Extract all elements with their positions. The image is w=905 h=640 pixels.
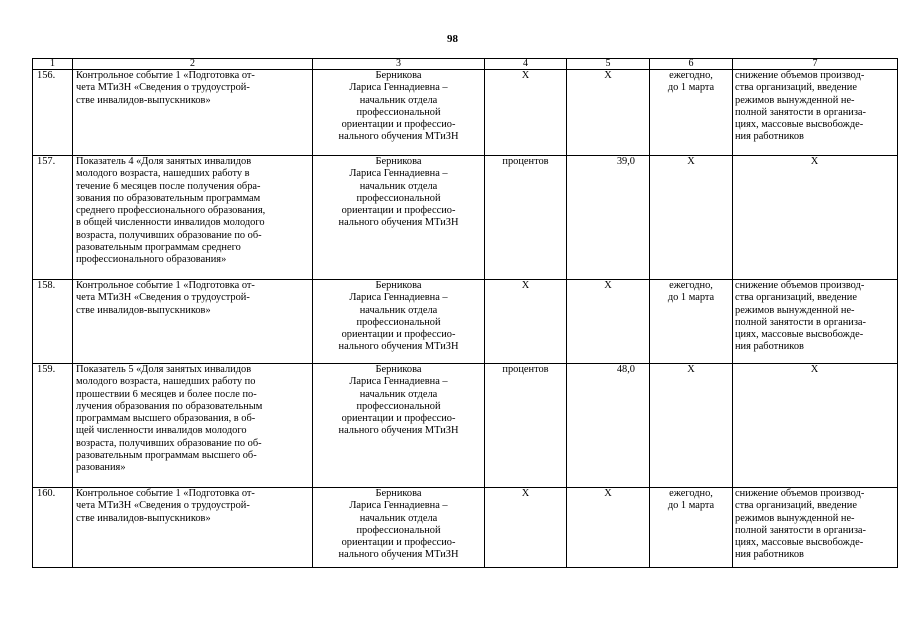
period-cell: ежегодно, до 1 марта — [650, 70, 733, 156]
document-table — [32, 58, 898, 568]
period-cell: Х — [650, 156, 733, 280]
unit-cell: Х — [485, 488, 567, 568]
header-cell: 3 — [313, 59, 485, 70]
header-row — [33, 59, 898, 70]
header-cell: 6 — [650, 59, 733, 70]
indicator-name: Показатель 4 «Доля занятых инвалидов молодого возраста, нашедших работу в течение 6 месяцев после получения обра- зования по образовательным программам среднего профессионального образования, в общей численности инвалидов молодого возраста, получивших образование по об- разовательным программам среднего профессионального образования» — [73, 156, 313, 280]
unit-cell: Х — [485, 70, 567, 156]
row-number: 158. — [33, 280, 73, 364]
period-cell: ежегодно, до 1 марта — [650, 280, 733, 364]
table-row — [33, 488, 898, 568]
table-row — [33, 364, 898, 488]
value-cell: Х — [567, 70, 650, 156]
table-row — [33, 156, 898, 280]
unit-cell: Х — [485, 280, 567, 364]
event-name: Контрольное событие 1 «Подготовка от- чета МТиЗН «Сведения о трудоустрой- стве инвалидов-выпускников» — [73, 488, 313, 568]
risks-cell: снижение объемов производ- ства организаций, введение режимов вынужденной не- полной занятости в организа- циях, массовые высвобожде- ния работников — [733, 280, 898, 364]
period-cell: Х — [650, 364, 733, 488]
row-number: 157. — [33, 156, 73, 280]
responsible-person: Берникова Лариса Геннадиевна – начальник отдела профессиональной ориентации и профессио- нального обучения МТиЗН — [313, 488, 485, 568]
event-name: Контрольное событие 1 «Подготовка от- чета МТиЗН «Сведения о трудоустрой- стве инвалидов-выпускников» — [73, 70, 313, 156]
responsible-person: Берникова Лариса Геннадиевна – начальник отдела профессиональной ориентации и профессио- нального обучения МТиЗН — [313, 156, 485, 280]
risks-cell: снижение объемов производ- ства организаций, введение режимов вынужденной не- полной занятости в организа- циях, массовые высвобожде- ния работников — [733, 488, 898, 568]
responsible-person: Берникова Лариса Геннадиевна – начальник отдела профессиональной ориентации и профессио- нального обучения МТиЗН — [313, 364, 485, 488]
table-row — [33, 280, 898, 364]
row-number: 159. — [33, 364, 73, 488]
risks-cell: снижение объемов производ- ства организаций, введение режимов вынужденной не- полной занятости в организа- циях, массовые высвобожде- ния работников — [733, 70, 898, 156]
event-name: Контрольное событие 1 «Подготовка от- чета МТиЗН «Сведения о трудоустрой- стве инвалидов-выпускников» — [73, 280, 313, 364]
value-cell: Х — [567, 488, 650, 568]
unit-cell: процентов — [485, 156, 567, 280]
header-cell: 7 — [733, 59, 898, 70]
page-number: 98 — [447, 33, 458, 45]
value-cell: 39,0 — [567, 156, 650, 280]
value-cell: 48,0 — [567, 364, 650, 488]
risks-cell: Х — [733, 156, 898, 280]
header-cell: 5 — [567, 59, 650, 70]
unit-cell: процентов — [485, 364, 567, 488]
responsible-person: Берникова Лариса Геннадиевна – начальник отдела профессиональной ориентации и профессио- нального обучения МТиЗН — [313, 280, 485, 364]
header-cell: 4 — [485, 59, 567, 70]
table-row — [33, 70, 898, 156]
period-cell: ежегодно, до 1 марта — [650, 488, 733, 568]
header-cell: 1 — [33, 59, 73, 70]
risks-cell: Х — [733, 364, 898, 488]
indicator-name: Показатель 5 «Доля занятых инвалидов молодого возраста, нашедших работу по прошествии 6 месяцев и более после по- лучения образования по образовательным программам высшего образования, в об- щей численности инвалидов молодого возраста, получивших образование по об- разовательным программам высшего об- разования» — [73, 364, 313, 488]
header-cell: 2 — [73, 59, 313, 70]
value-cell: Х — [567, 280, 650, 364]
row-number: 160. — [33, 488, 73, 568]
row-number: 156. — [33, 70, 73, 156]
responsible-person: Берникова Лариса Геннадиевна – начальник отдела профессиональной ориентации и профессио- нального обучения МТиЗН — [313, 70, 485, 156]
